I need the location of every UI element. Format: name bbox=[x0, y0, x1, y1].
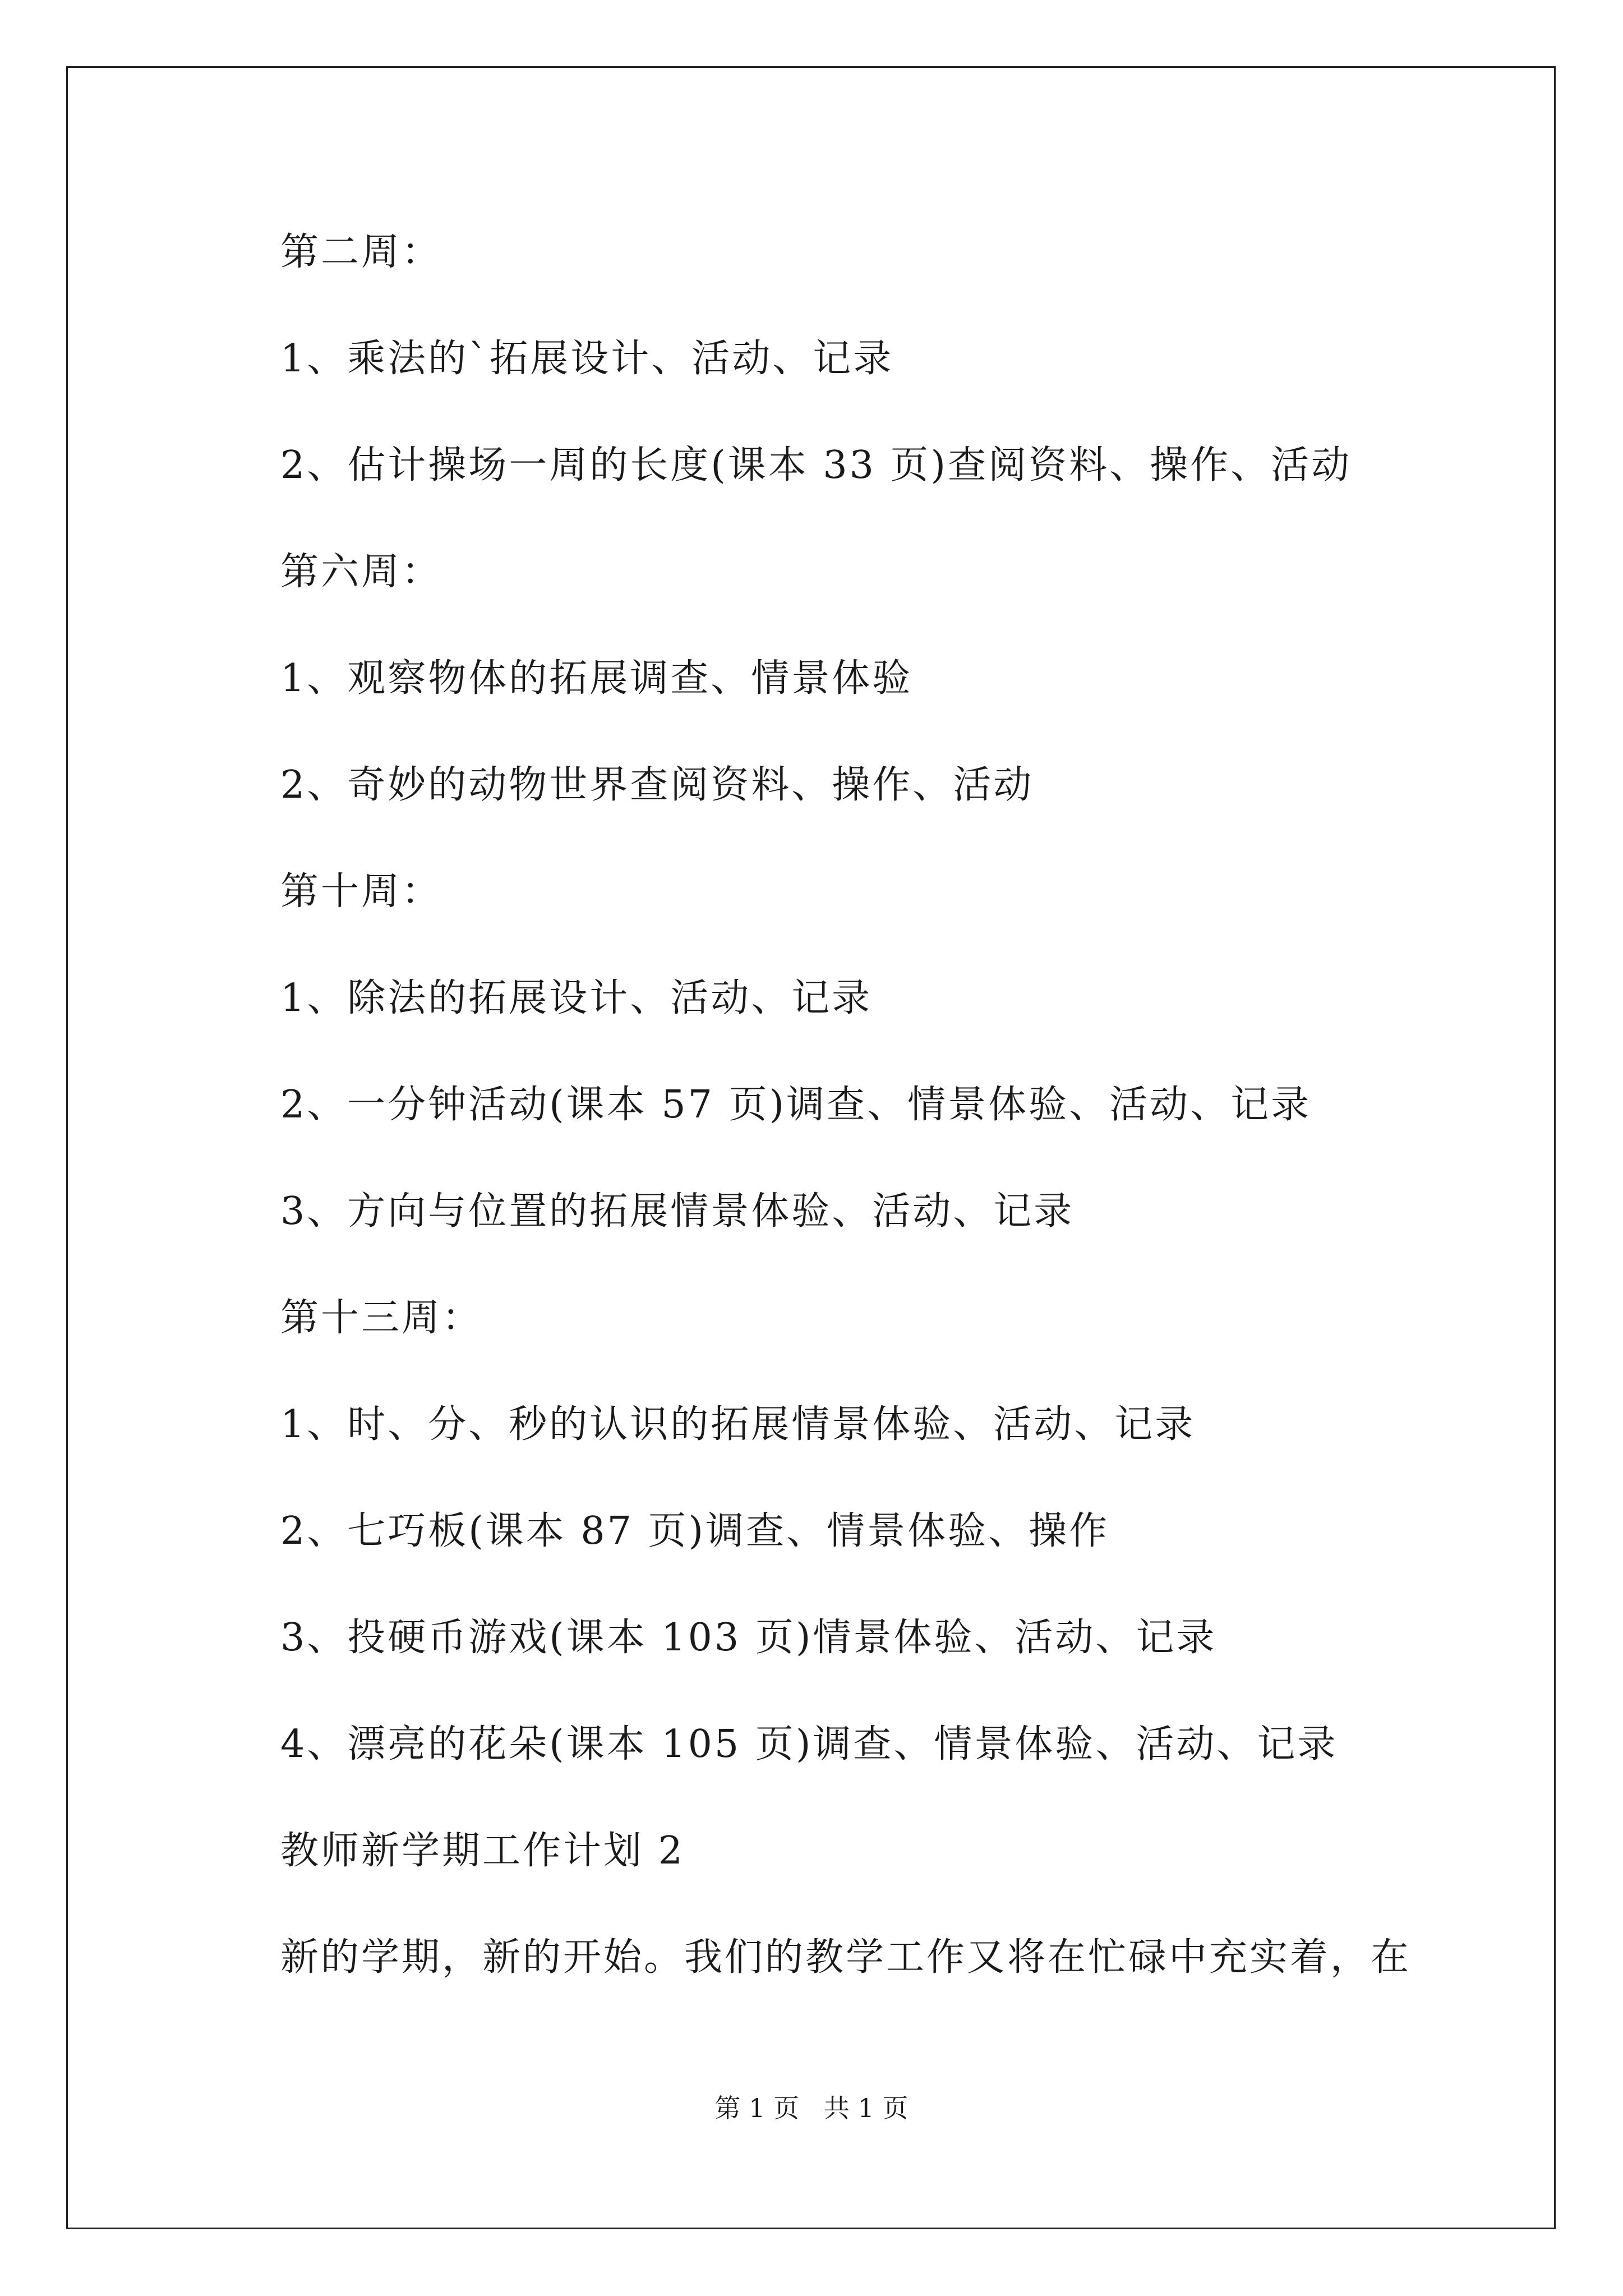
list-item: 1、观察物体的拓展调查、情景体验 bbox=[280, 656, 913, 701]
list-item: 1、时、分、秒的认识的拓展情景体验、活动、记录 bbox=[280, 1402, 1196, 1447]
list-item: 2、估计操场一周的长度(课本 33 页)查阅资料、操作、活动 bbox=[280, 443, 1352, 487]
list-item: 1、乘法的`拓展设计、活动、记录 bbox=[280, 337, 894, 381]
page-footer: 第 1 页 共 1 页 bbox=[714, 2093, 909, 2123]
heading-week-10: 第十周： bbox=[280, 869, 442, 914]
list-item: 4、漂亮的花朵(课本 105 页)调查、情景体验、活动、记录 bbox=[280, 1722, 1338, 1766]
list-item: 2、七巧板(课本 87 页)调查、情景体验、操作 bbox=[280, 1509, 1110, 1553]
list-item: 3、投硬币游戏(课本 103 页)情景体验、活动、记录 bbox=[280, 1616, 1217, 1660]
list-item: 2、一分钟活动(课本 57 页)调查、情景体验、活动、记录 bbox=[280, 1083, 1312, 1127]
page-border bbox=[66, 66, 1556, 2229]
heading-week-6: 第六周： bbox=[280, 550, 442, 594]
list-item: 1、除法的拓展设计、活动、记录 bbox=[280, 976, 873, 1020]
section-title: 教师新学期工作计划 2 bbox=[280, 1829, 685, 1873]
list-item: 3、方向与位置的拓展情景体验、活动、记录 bbox=[280, 1189, 1075, 1234]
heading-week-13: 第十三周： bbox=[280, 1296, 483, 1340]
paragraph: 新的学期，新的开始。我们的教学工作又将在忙碌中充实着，在 bbox=[280, 1935, 1412, 1980]
heading-week-2: 第二周： bbox=[280, 230, 442, 274]
list-item: 2、奇妙的动物世界查阅资料、操作、活动 bbox=[280, 763, 1034, 807]
